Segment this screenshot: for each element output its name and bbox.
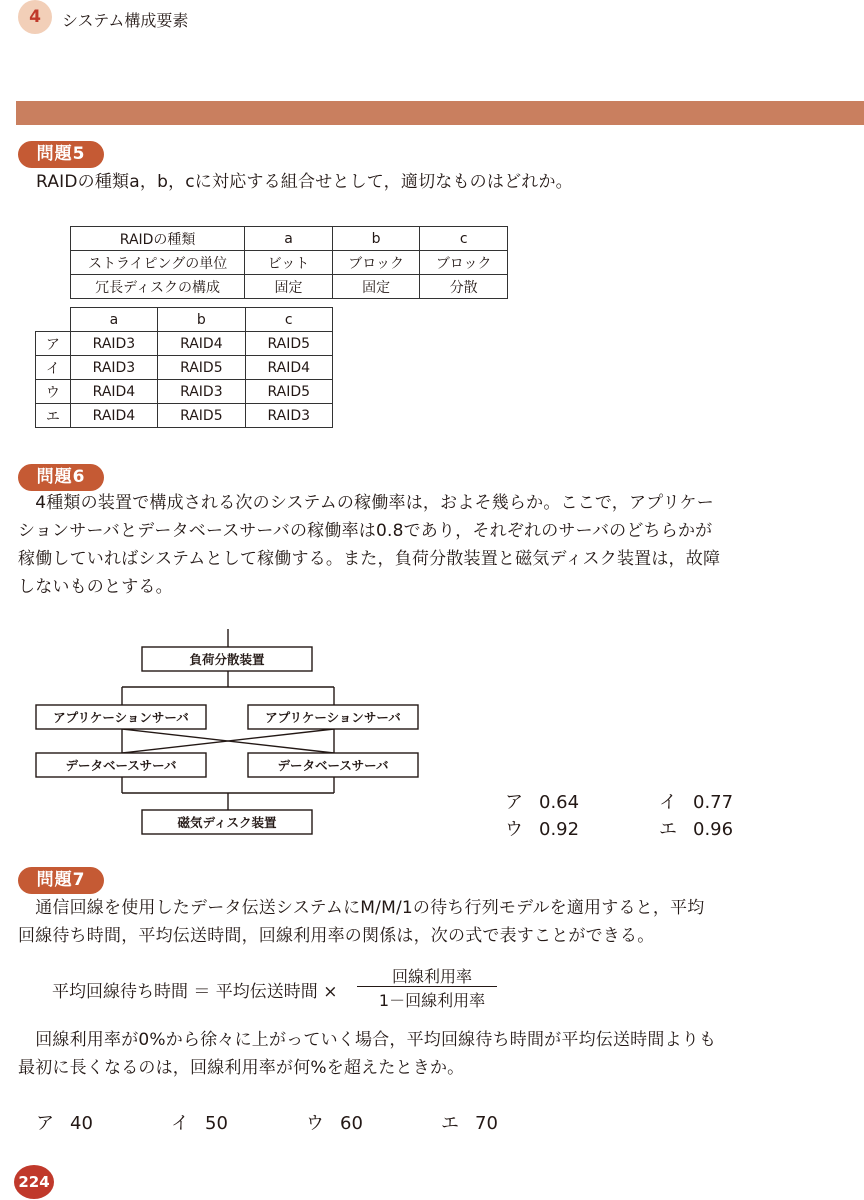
- q6-badge: 問題6: [18, 464, 104, 491]
- q6-choice-a: [505, 788, 579, 814]
- app-server-left-label: アプリケーションサーバ: [53, 710, 189, 725]
- table-row: [71, 251, 508, 275]
- q7-line: 最初に長くなるのは，回線利用率が何%を超えたときか。: [18, 1058, 465, 1078]
- q6-line: 稼働していればシステムとして稼働する。また，負荷分散装置と磁気ディスク装置は，故障: [18, 549, 721, 569]
- table-cell: RAID4: [245, 356, 332, 380]
- formula-numerator: 回線利用率: [391, 967, 472, 986]
- table-row: [71, 275, 508, 299]
- q7-line: 回線利用率が0%から徐々に上がっていく場合，平均回線待ち時間が平均伝送時間よりも: [18, 1030, 717, 1050]
- table-cell: 固定: [245, 275, 333, 299]
- table-row: [36, 404, 333, 428]
- q6-line: 4種類の装置で構成される次のシステムの稼働率は，およそ幾らか。ここで，アプリケー: [18, 493, 714, 513]
- page-number: 224: [14, 1165, 54, 1199]
- table-cell: b: [158, 308, 245, 332]
- raid-choices-table: [35, 307, 333, 428]
- table-cell: イ: [36, 356, 71, 380]
- formula-denominator: 1－回線利用率: [378, 991, 486, 1010]
- table-cell: RAID5: [158, 404, 245, 428]
- choice-key: エ: [659, 819, 677, 840]
- choice-key: ア: [36, 1113, 54, 1134]
- table-cell: [36, 308, 71, 332]
- choice-key: イ: [171, 1113, 189, 1134]
- table-cell: RAID3: [70, 332, 157, 356]
- choice-value: 0.77: [693, 792, 734, 813]
- q5-badge: 問題5: [18, 141, 104, 168]
- table-cell: RAID3: [70, 356, 157, 380]
- table-cell: a: [70, 308, 157, 332]
- q7-line: 通信回線を使用したデータ伝送システムにM/M/1の待ち行列モデルを適用すると，平均: [18, 898, 705, 918]
- q6-line: ションサーバとデータベースサーバの稼働率は0.8であり，それぞれのサーバのどちらかが: [18, 521, 713, 541]
- choice-value: 50: [205, 1113, 228, 1134]
- table-cell: RAID5: [245, 380, 332, 404]
- choice-value: 70: [475, 1113, 498, 1134]
- q5-question: RAIDの種類a，b，cに対応する組合せとして，適切なものはどれか。: [36, 172, 573, 192]
- q6-question: [18, 489, 864, 601]
- table-cell: RAID4: [158, 332, 245, 356]
- chapter-title: システム構成要素: [62, 11, 189, 30]
- choice-key: ア: [505, 792, 523, 813]
- q7-line: 回線待ち時間，平均伝送時間，回線利用率の関係は，次の式で表すことができる。: [18, 926, 655, 946]
- table-cell: RAID3: [158, 380, 245, 404]
- q7-question-2: [18, 1026, 864, 1082]
- q6-choice-e: [659, 815, 733, 841]
- table-cell: RAID4: [70, 404, 157, 428]
- choice-key: ウ: [306, 1113, 324, 1134]
- table-cell: 分散: [420, 275, 508, 299]
- table-cell: ブロック: [420, 251, 508, 275]
- raid-type-table: [70, 226, 508, 299]
- q7-badge: 問題7: [18, 867, 104, 894]
- table-cell: RAID5: [245, 332, 332, 356]
- formula-lhs: 平均回線待ち時間 ＝ 平均伝送時間 ×: [52, 982, 338, 1002]
- system-diagram: [30, 625, 430, 840]
- header-band: [16, 101, 864, 125]
- choice-key: エ: [441, 1113, 459, 1134]
- q6-choice-u: [505, 815, 579, 841]
- q7-question: [18, 894, 864, 950]
- table-cell: ストライピングの単位: [71, 251, 245, 275]
- table-cell: ア: [36, 332, 71, 356]
- q7-choice-a: [36, 1109, 93, 1135]
- disk-label: 磁気ディスク装置: [177, 815, 277, 830]
- table-cell: 冗長ディスクの構成: [71, 275, 245, 299]
- q6-choice-i: [659, 788, 733, 814]
- choice-value: 60: [340, 1113, 363, 1134]
- table-cell: c: [420, 227, 508, 251]
- db-server-right-label: データベースサーバ: [277, 758, 389, 773]
- choice-value: 0.96: [693, 819, 734, 840]
- formula: [52, 964, 512, 1010]
- table-cell: RAID5: [158, 356, 245, 380]
- table-cell: RAID4: [70, 380, 157, 404]
- table-row: [36, 356, 333, 380]
- q6-line: しないものとする。: [18, 577, 173, 597]
- table-cell: ウ: [36, 380, 71, 404]
- choice-value: 0.64: [539, 792, 580, 813]
- choice-key: ウ: [505, 819, 523, 840]
- choice-key: イ: [659, 792, 677, 813]
- choice-value: 0.92: [539, 819, 580, 840]
- load-balancer-label: 負荷分散装置: [189, 652, 265, 667]
- q7-choice-u: [306, 1109, 363, 1135]
- q7-choice-e: [441, 1109, 498, 1135]
- table-cell: b: [332, 227, 420, 251]
- db-server-left-label: データベースサーバ: [65, 758, 177, 773]
- table-row: [71, 227, 508, 251]
- table-cell: 固定: [332, 275, 420, 299]
- fraction-bar: [357, 986, 497, 987]
- table-cell: ビット: [245, 251, 333, 275]
- app-server-right-label: アプリケーションサーバ: [265, 710, 401, 725]
- chapter-number: 4: [18, 0, 52, 34]
- table-cell: c: [245, 308, 332, 332]
- table-row: [36, 332, 333, 356]
- table-cell: RAIDの種類: [71, 227, 245, 251]
- table-row: [36, 308, 333, 332]
- table-cell: a: [245, 227, 333, 251]
- table-row: [36, 380, 333, 404]
- table-cell: RAID3: [245, 404, 332, 428]
- choice-value: 40: [70, 1113, 93, 1134]
- table-cell: エ: [36, 404, 71, 428]
- table-cell: ブロック: [332, 251, 420, 275]
- q7-choice-i: [171, 1109, 228, 1135]
